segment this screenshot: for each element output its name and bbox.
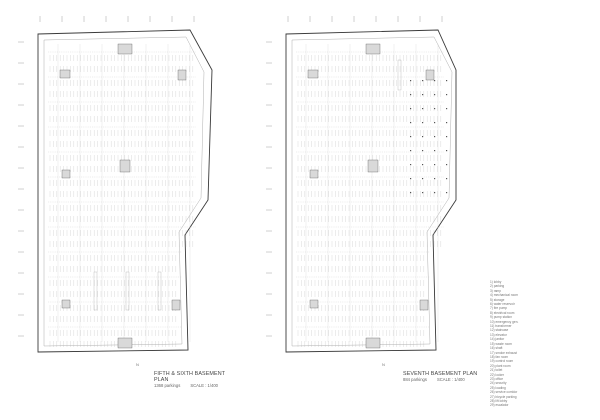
plan-title: SEVENTH BASEMENT PLAN — [403, 371, 478, 377]
stair-core — [60, 70, 70, 78]
stair-core — [172, 300, 180, 310]
legend-item: 28) lift lobby — [490, 398, 508, 403]
legend-item: 6) water reservoir — [490, 302, 515, 307]
legend-item: 25) loading — [490, 385, 506, 390]
column — [422, 94, 423, 95]
column — [422, 164, 423, 165]
legend-item: 21) toilet — [490, 368, 503, 373]
legend-item: 13) elevator — [490, 332, 507, 337]
column — [410, 94, 411, 95]
column — [434, 150, 435, 151]
stair-core — [426, 70, 434, 80]
column — [446, 164, 447, 165]
stair-core — [310, 300, 318, 308]
stair-core — [62, 300, 70, 308]
stair-core — [118, 44, 132, 54]
legend-item: 26) service corridor — [490, 390, 518, 395]
stair-core — [368, 160, 378, 172]
column — [446, 108, 447, 109]
north-arrow-right — [382, 362, 385, 367]
column — [410, 80, 411, 81]
basement-plan-left — [0, 0, 240, 400]
column — [434, 94, 435, 95]
stair-core — [120, 160, 130, 172]
stair-core — [308, 70, 318, 78]
basement-plan-right — [248, 0, 488, 400]
legend-item: 14) janitor — [490, 337, 505, 342]
legend-item: 11) transformer — [490, 324, 512, 329]
column — [410, 150, 411, 151]
column — [422, 192, 423, 193]
column — [434, 122, 435, 123]
north-label: N — [136, 362, 139, 367]
room-legend — [490, 280, 590, 408]
legend-item: 23) office — [490, 376, 504, 381]
column — [410, 122, 411, 123]
column — [410, 136, 411, 137]
ramp — [94, 272, 97, 310]
plan-title: FIFTH & SIXTH BASEMENT PLAN — [154, 371, 225, 383]
stair-core — [62, 170, 70, 178]
column — [434, 136, 435, 137]
plan-scale: SCALE : 1/400 — [190, 383, 219, 388]
column — [422, 136, 423, 137]
title-block-right — [403, 371, 483, 383]
plan-subtitle: 1368 parkings — [154, 383, 181, 388]
north-label: N — [382, 362, 385, 367]
column — [422, 108, 423, 109]
legend-item: 27) bicycle parking — [490, 394, 517, 399]
column — [434, 192, 435, 193]
column — [410, 164, 411, 165]
column — [410, 178, 411, 179]
legend-item: 2) parking — [490, 284, 505, 289]
stair-core — [366, 338, 380, 348]
stair-core — [118, 338, 132, 348]
legend-item: 22) locker — [490, 372, 504, 377]
title-block-left — [154, 371, 234, 389]
legend-item: 1) lobby — [490, 280, 502, 284]
column — [422, 80, 423, 81]
column — [446, 150, 447, 151]
legend-item: 9) pump station — [490, 315, 512, 320]
stair-core — [178, 70, 186, 80]
north-arrow-left — [136, 362, 139, 367]
ramp — [158, 272, 161, 310]
stair-core — [310, 170, 318, 178]
legend-item: 5) storage — [490, 297, 505, 302]
legend-item: 29) escalator — [490, 403, 509, 408]
legend-item: 7) fire pump — [490, 306, 508, 311]
column — [446, 94, 447, 95]
legend-item: 10) emergency gen. — [490, 319, 519, 324]
legend-item: 12) staircase — [490, 328, 509, 333]
plan-subtitle: 884 parkings — [403, 377, 427, 382]
column — [422, 150, 423, 151]
legend-item: 3) ramp — [490, 288, 501, 293]
legend-item: 16) shaft — [490, 346, 503, 351]
column — [446, 192, 447, 193]
column — [446, 136, 447, 137]
column — [446, 178, 447, 179]
legend-item: 8) electrical room — [490, 310, 515, 315]
legend-item: 15) waste room — [490, 341, 512, 346]
ramp — [398, 60, 401, 90]
column — [434, 80, 435, 81]
plan-scale: SCALE : 1/400 — [436, 377, 465, 382]
legend-item: 24) security — [490, 381, 507, 386]
column — [446, 122, 447, 123]
column — [446, 80, 447, 81]
legend-item: 20) plant room — [490, 363, 511, 368]
ramp — [126, 272, 129, 310]
column — [434, 164, 435, 165]
column — [410, 192, 411, 193]
stair-core — [366, 44, 380, 54]
column — [422, 122, 423, 123]
legend-item: 19) control room — [490, 359, 514, 364]
column — [434, 108, 435, 109]
legend-item: 4) mechanical room — [490, 293, 518, 298]
column — [434, 178, 435, 179]
stair-core — [420, 300, 428, 310]
column — [410, 108, 411, 109]
column — [422, 178, 423, 179]
legend-item: 18) fan room — [490, 354, 509, 359]
legend-item: 17) smoke exhaust — [490, 350, 517, 355]
